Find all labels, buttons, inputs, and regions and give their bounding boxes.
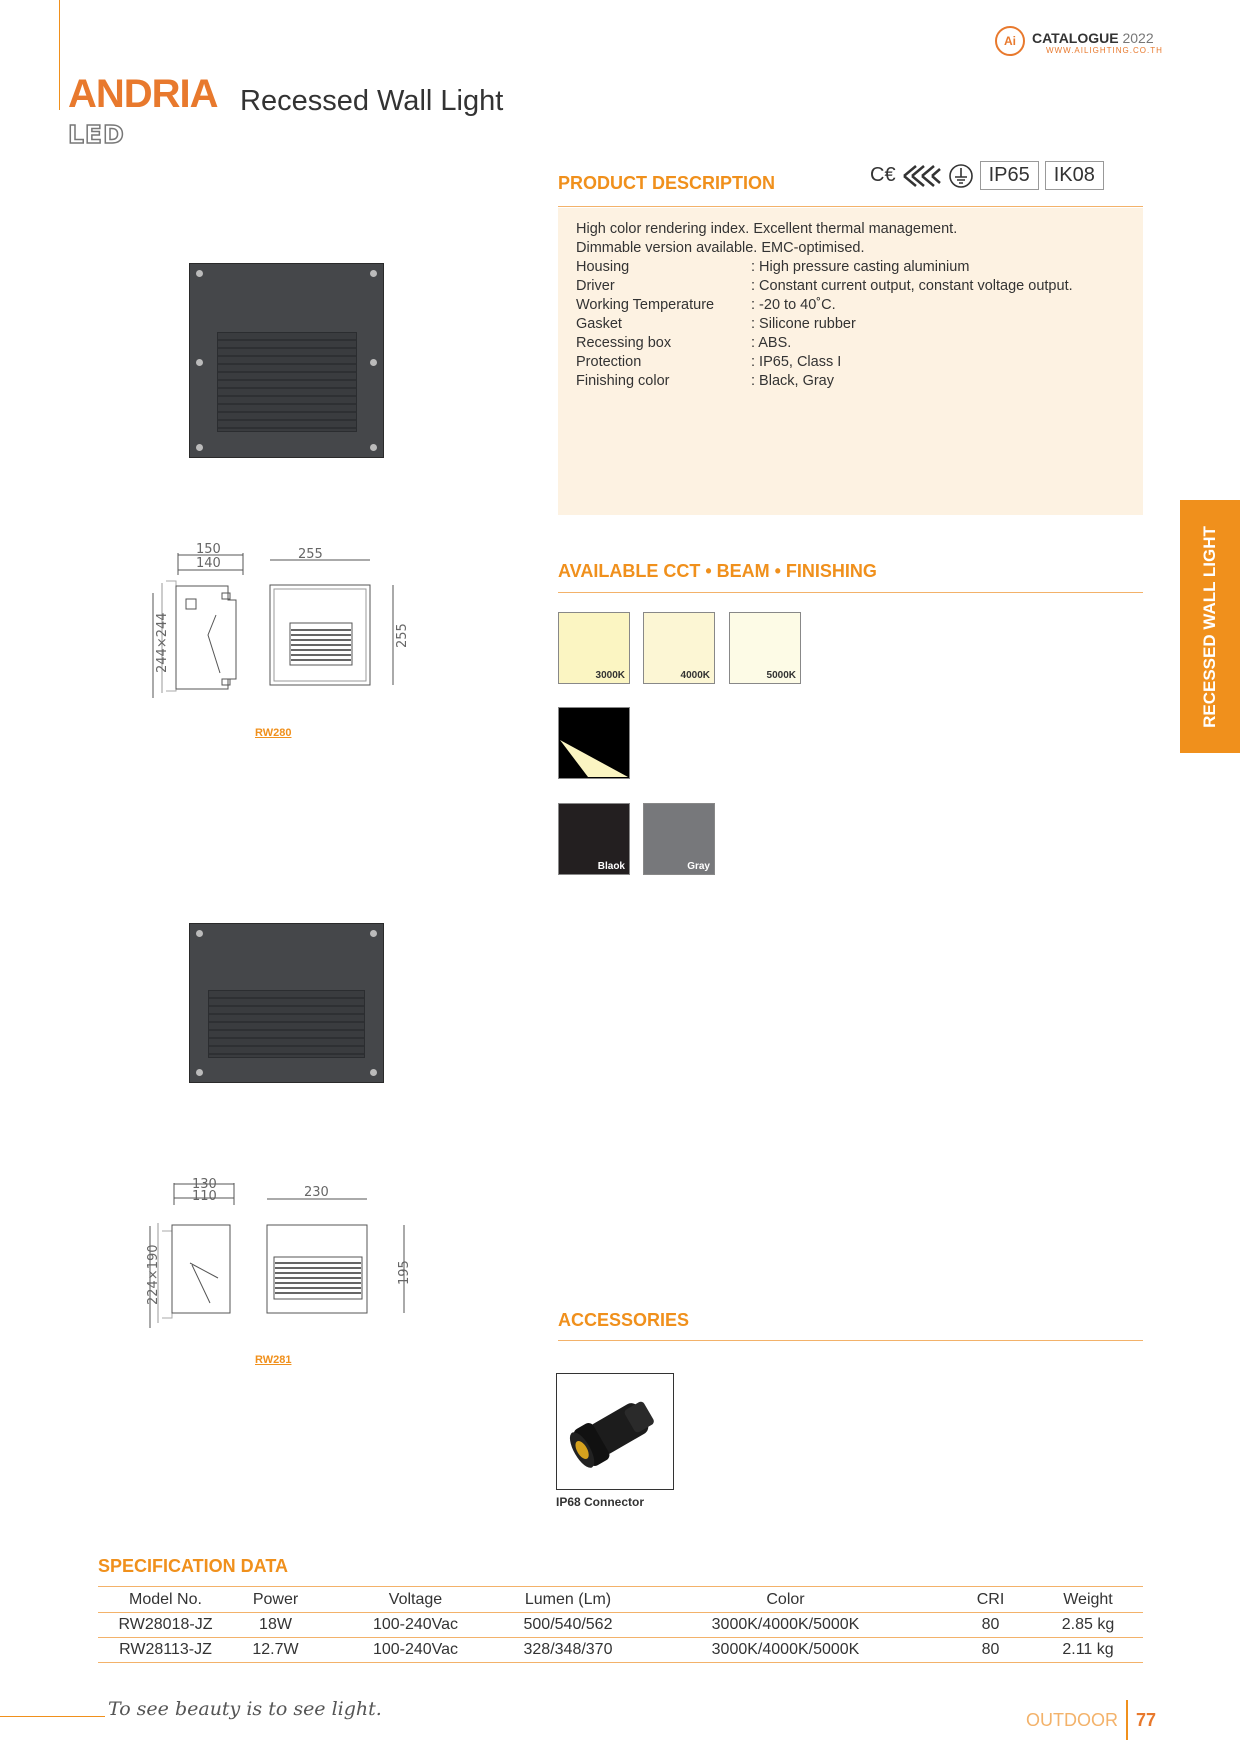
spec-value: : Black, Gray (751, 373, 834, 389)
cct-label: 5000K (766, 670, 796, 681)
table-row (98, 1638, 1143, 1663)
ik08-badge: IK08 (1045, 161, 1104, 190)
finish-label: Gray (687, 861, 710, 872)
cct-rule (558, 592, 1143, 593)
finish-swatch-gray[interactable] (643, 803, 715, 875)
cell-lumen: 328/348/370 (513, 1638, 623, 1663)
dim-height: 255 (395, 623, 410, 648)
cell-model: RW28018-JZ (98, 1613, 233, 1638)
spec-key: Gasket (576, 316, 622, 332)
description-title: PRODUCT DESCRIPTION (558, 173, 776, 193)
side-tab[interactable] (1180, 500, 1240, 753)
spec-value: : Constant current output, constant voltage output. (751, 278, 1073, 294)
dim-width: 230 (304, 1185, 329, 1200)
spec-row (576, 277, 1125, 296)
cell-model: RW28113-JZ (98, 1638, 233, 1663)
cell-voltage: 100-240Vac (318, 1638, 513, 1663)
accessory-card[interactable] (556, 1373, 674, 1490)
cell-voltage: 100-240Vac (318, 1613, 513, 1638)
product-photo-rw281 (189, 923, 384, 1083)
product-name: ANDRIA (68, 72, 218, 116)
spec-value: : IP65, Class I (751, 354, 842, 370)
spec-value: : -20 to 40˚C. (751, 297, 836, 313)
ip65-badge: IP65 (980, 161, 1039, 190)
cct-swatch-3000k[interactable] (558, 612, 630, 684)
spec-row (576, 296, 1125, 315)
catalogue-url[interactable]: WWW.AILIGHTING.CO.TH (1046, 46, 1163, 55)
spec-table (98, 1586, 1143, 1663)
catalogue-year: 2022 (1122, 30, 1154, 46)
beam-icon (558, 707, 630, 779)
description-box (558, 208, 1143, 515)
ukca-icon (902, 163, 942, 189)
certifications (870, 161, 1104, 190)
footer-divider (1126, 1700, 1128, 1740)
dim-cut: 244×244 (155, 612, 170, 673)
side-tab-label: RECESSED WALL LIGHT (1200, 525, 1219, 728)
intro-line: Dimmable version available. EMC-optimised. (576, 240, 865, 256)
accessories-title: ACCESSORIES (558, 1310, 690, 1330)
cct-swatch-5000k[interactable] (729, 612, 801, 684)
spec-value: : ABS. (751, 335, 792, 351)
ce-mark-icon: C€ (870, 164, 896, 186)
footer-tagline: To see beauty is to see light. (108, 1698, 382, 1720)
col-voltage: Voltage (318, 1587, 513, 1613)
spec-row (576, 372, 1125, 391)
col-color: Color (623, 1587, 948, 1613)
product-photo-rw280 (189, 263, 384, 458)
cell-color: 3000K/4000K/5000K (623, 1613, 948, 1638)
spec-table-header (98, 1587, 1143, 1613)
accessories-rule (558, 1340, 1143, 1341)
footer-page-info (1026, 1700, 1156, 1740)
col-lumen: Lumen (Lm) (513, 1587, 623, 1613)
col-model: Model No. (98, 1587, 233, 1613)
spec-key: Working Temperature (576, 297, 715, 313)
dim-depth-outer: 150 (196, 542, 221, 557)
connector-icon (557, 1374, 673, 1489)
col-cri: CRI (948, 1587, 1033, 1613)
cell-cri: 80 (948, 1638, 1033, 1663)
spec-row (576, 353, 1125, 372)
model-link-rw280[interactable]: RW280 (255, 727, 292, 739)
spec-row (576, 258, 1125, 277)
accessory-label: IP68 Connector (556, 1495, 645, 1509)
drawing-rw281 (142, 1177, 412, 1333)
dim-depth-inner: 110 (192, 1189, 217, 1204)
spec-value: : Silicone rubber (751, 316, 856, 332)
product-type: Recessed Wall Light (240, 85, 504, 117)
footer-line (0, 1716, 105, 1717)
cell-cri: 80 (948, 1613, 1033, 1638)
spec-key: Housing (576, 259, 630, 275)
col-power: Power (233, 1587, 318, 1613)
spec-row (576, 334, 1125, 353)
col-weight: Weight (1033, 1587, 1143, 1613)
spec-row (576, 315, 1125, 334)
spec-key: Driver (576, 278, 615, 294)
header-accent-line (59, 0, 60, 110)
intro-line: High color rendering index. Excellent thermal management. (576, 221, 958, 237)
cct-label: 4000K (680, 670, 710, 681)
cct-title: AVAILABLE CCT • BEAM • FINISHING (558, 561, 877, 581)
dim-width: 255 (298, 547, 323, 562)
dim-depth-inner: 140 (196, 556, 221, 571)
cell-power: 18W (233, 1613, 318, 1638)
page-number: 77 (1135, 1709, 1156, 1730)
cct-swatch-4000k[interactable] (643, 612, 715, 684)
model-link-rw281[interactable]: RW281 (255, 1354, 292, 1366)
finish-swatch-black[interactable] (558, 803, 630, 875)
description-rule (558, 206, 1143, 207)
dim-cut: 224×190 (146, 1244, 161, 1305)
catalogue-logo: Ai (995, 26, 1025, 56)
dim-depth-outer: 130 (192, 1177, 217, 1192)
spec-value: : High pressure casting aluminium (751, 259, 970, 275)
ground-icon (948, 163, 974, 189)
catalogue-title (1032, 30, 1154, 46)
spec-key: Protection (576, 354, 642, 370)
cell-weight: 2.85 kg (1033, 1613, 1143, 1638)
cct-label: 3000K (595, 670, 625, 681)
table-row (98, 1613, 1143, 1638)
spec-data-title: SPECIFICATION DATA (98, 1556, 288, 1576)
spec-key: Finishing color (576, 373, 670, 389)
footer-section: OUTDOOR (1025, 1709, 1118, 1730)
cell-weight: 2.11 kg (1033, 1638, 1143, 1663)
spec-key: Recessing box (576, 335, 672, 351)
catalogue-title-text: CATALOGUE (1032, 30, 1119, 46)
cell-color: 3000K/4000K/5000K (623, 1638, 948, 1663)
dim-height: 195 (397, 1260, 412, 1285)
drawing-rw280 (148, 542, 410, 703)
cell-power: 12.7W (233, 1638, 318, 1663)
cell-lumen: 500/540/562 (513, 1613, 623, 1638)
finish-label: Blaok (597, 861, 625, 872)
led-badge: LED (68, 120, 125, 149)
